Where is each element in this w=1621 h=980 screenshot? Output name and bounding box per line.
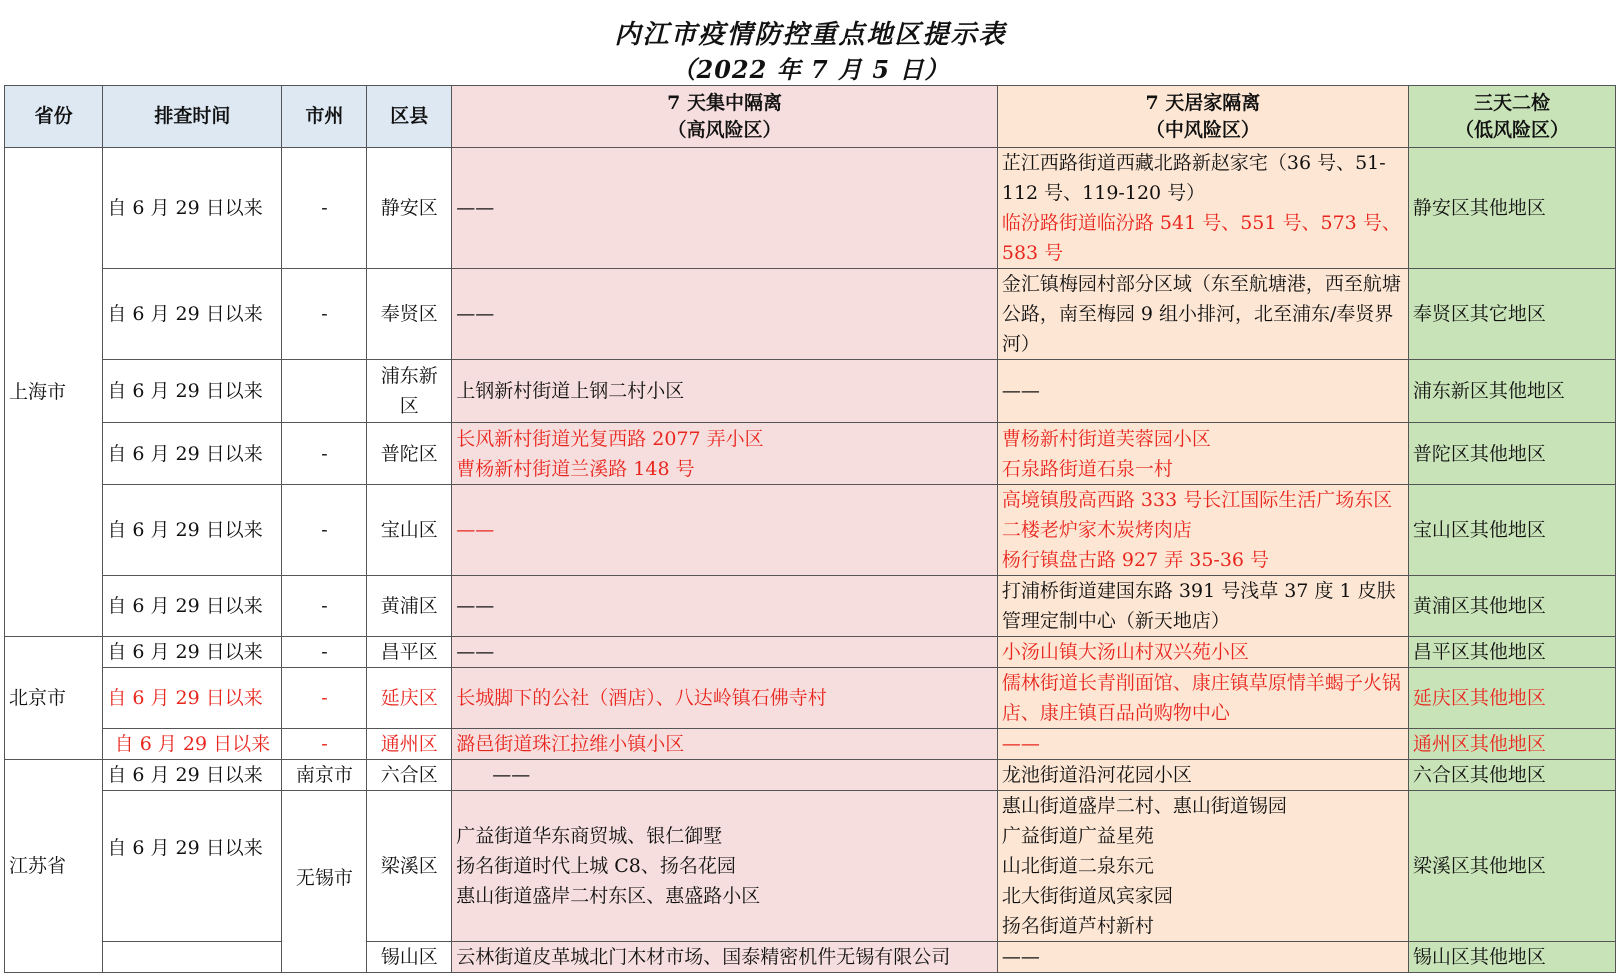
city-cell: 无锡市: [282, 791, 367, 973]
time-cell: 自 6 月 29 日以来: [103, 148, 282, 269]
col-high-risk: 7 天集中隔离 （高风险区）: [452, 86, 998, 148]
district-cell: 宝山区: [367, 485, 452, 576]
low-risk-cell: 奉贤区其它地区: [1408, 269, 1615, 360]
table-row: [5, 791, 1616, 942]
district-cell: 浦东新区: [367, 360, 452, 423]
mid-risk-cell: 金汇镇梅园村部分区域（东至航塘港，西至航塘公路，南至梅园 9 组小排河，北至浦东/奉贤界河）: [997, 269, 1408, 360]
city-cell: -: [282, 668, 367, 729]
mid-risk-cell: ——: [997, 729, 1408, 760]
high-risk-cell: 长城脚下的公社（酒店）、八达岭镇石佛寺村: [452, 668, 998, 729]
province-cell: 北京市: [5, 637, 103, 760]
low-risk-cell: 锡山区其他地区: [1408, 942, 1615, 973]
district-cell: 黄浦区: [367, 576, 452, 637]
table-row: [5, 668, 1616, 729]
table-row: [5, 729, 1616, 760]
col-mid-risk: 7 天居家隔离 （中风险区）: [997, 86, 1408, 148]
table-row: [5, 942, 1616, 973]
mid-risk-cell: 芷江西路街道西藏北路新赵家宅（36 号、51-112 号、119-120 号） 临汾路街道临汾路 541 号、551 号、573 号、583 号: [997, 148, 1408, 269]
table-row: [5, 760, 1616, 791]
city-cell: -: [282, 423, 367, 485]
table-row: [5, 576, 1616, 637]
high-risk-cell: ——: [452, 148, 998, 269]
mid-risk-cell: ——: [997, 360, 1408, 423]
low-risk-cell: 昌平区其他地区: [1408, 637, 1615, 668]
city-cell: [282, 360, 367, 423]
high-risk-cell: 上钢新村街道上钢二村小区: [452, 360, 998, 423]
mid-risk-cell: 高境镇殷高西路 333 号长江国际生活广场东区二楼老炉家木炭烤肉店 杨行镇盘古路 927 弄 35-36 号: [997, 485, 1408, 576]
province-cell: 上海市: [5, 148, 103, 637]
mid-risk-cell: 惠山街道盛岸二村、惠山街道锡园 广益街道广益星苑 山北街道二泉东元 北大街街道凤宾家园 扬名街道芦村新村: [997, 791, 1408, 942]
time-cell: 自 6 月 29 日以来: [103, 269, 282, 360]
district-cell: 梁溪区: [367, 791, 452, 942]
high-risk-cell: ——: [452, 637, 998, 668]
district-cell: 静安区: [367, 148, 452, 269]
time-cell: 自 6 月 29 日以来: [103, 791, 282, 942]
col-city: 市州: [282, 86, 367, 148]
time-cell: 自 6 月 29 日以来: [103, 637, 282, 668]
table-header-row: [5, 86, 1616, 148]
low-risk-cell: 宝山区其他地区: [1408, 485, 1615, 576]
low-risk-cell: 梁溪区其他地区: [1408, 791, 1615, 942]
high-risk-cell: 潞邑街道珠江拉维小镇小区: [452, 729, 998, 760]
col-time: 排查时间: [103, 86, 282, 148]
high-risk-cell: 云林街道皮革城北门木材市场、国泰精密机件无锡有限公司: [452, 942, 998, 973]
province-cell: 江苏省: [5, 760, 103, 973]
district-cell: 锡山区: [367, 942, 452, 973]
city-cell: -: [282, 485, 367, 576]
mid-risk-cell: 曹杨新村街道芙蓉园小区 石泉路街道石泉一村: [997, 423, 1408, 485]
time-cell: 自 6 月 29 日以来: [103, 729, 282, 760]
time-cell: 自 6 月 29 日以来: [103, 668, 282, 729]
time-cell: 自 6 月 29 日以来: [103, 423, 282, 485]
page-date: （2022 年 7 月 5 日）: [671, 55, 950, 84]
low-risk-cell: 静安区其他地区: [1408, 148, 1615, 269]
time-cell: 自 6 月 29 日以来: [103, 485, 282, 576]
high-risk-cell: 广益街道华东商贸城、银仁御墅 扬名街道时代上城 C8、扬名花园 惠山街道盛岸二村东区、惠盛路小区: [452, 791, 998, 942]
time-cell: [103, 942, 282, 973]
mid-risk-cell: 龙池街道沿河花园小区: [997, 760, 1408, 791]
mid-risk-cell: 儒林街道长青削面馆、康庄镇草原情羊蝎子火锅店、康庄镇百品尚购物中心: [997, 668, 1408, 729]
low-risk-cell: 黄浦区其他地区: [1408, 576, 1615, 637]
district-cell: 昌平区: [367, 637, 452, 668]
low-risk-cell: 六合区其他地区: [1408, 760, 1615, 791]
high-risk-cell: ——: [452, 576, 998, 637]
table-row: [5, 148, 1616, 269]
high-risk-cell: ——: [452, 485, 998, 576]
time-cell: 自 6 月 29 日以来: [103, 760, 282, 791]
city-cell: -: [282, 637, 367, 668]
time-cell: 自 6 月 29 日以来: [103, 576, 282, 637]
table-row: [5, 485, 1616, 576]
city-cell: -: [282, 269, 367, 360]
page-title: 内江市疫情防控重点地区提示表: [614, 20, 1007, 50]
high-risk-cell: 长风新村街道光复西路 2077 弄小区 曹杨新村街道兰溪路 148 号: [452, 423, 998, 485]
low-risk-cell: 浦东新区其他地区: [1408, 360, 1615, 423]
city-cell: 南京市: [282, 760, 367, 791]
col-district: 区县: [367, 86, 452, 148]
district-cell: 普陀区: [367, 423, 452, 485]
low-risk-cell: 普陀区其他地区: [1408, 423, 1615, 485]
district-cell: 延庆区: [367, 668, 452, 729]
low-risk-cell: 通州区其他地区: [1408, 729, 1615, 760]
mid-risk-cell: 打浦桥街道建国东路 391 号浅草 37 度 1 皮肤管理定制中心（新天地店）: [997, 576, 1408, 637]
risk-area-table: [4, 85, 1616, 973]
table-row: [5, 269, 1616, 360]
district-cell: 通州区: [367, 729, 452, 760]
table-row: [5, 637, 1616, 668]
district-cell: 六合区: [367, 760, 452, 791]
mid-risk-cell: 小汤山镇大汤山村双兴苑小区: [997, 637, 1408, 668]
time-cell: 自 6 月 29 日以来: [103, 360, 282, 423]
table-row: [5, 360, 1616, 423]
high-risk-cell: ——: [452, 760, 998, 791]
col-low-risk: 三天二检 （低风险区）: [1408, 86, 1615, 148]
district-cell: 奉贤区: [367, 269, 452, 360]
table-row: [5, 423, 1616, 485]
low-risk-cell: 延庆区其他地区: [1408, 668, 1615, 729]
city-cell: -: [282, 148, 367, 269]
city-cell: -: [282, 576, 367, 637]
city-cell: -: [282, 729, 367, 760]
high-risk-cell: ——: [452, 269, 998, 360]
mid-risk-cell: ——: [997, 942, 1408, 973]
col-province: 省份: [5, 86, 103, 148]
